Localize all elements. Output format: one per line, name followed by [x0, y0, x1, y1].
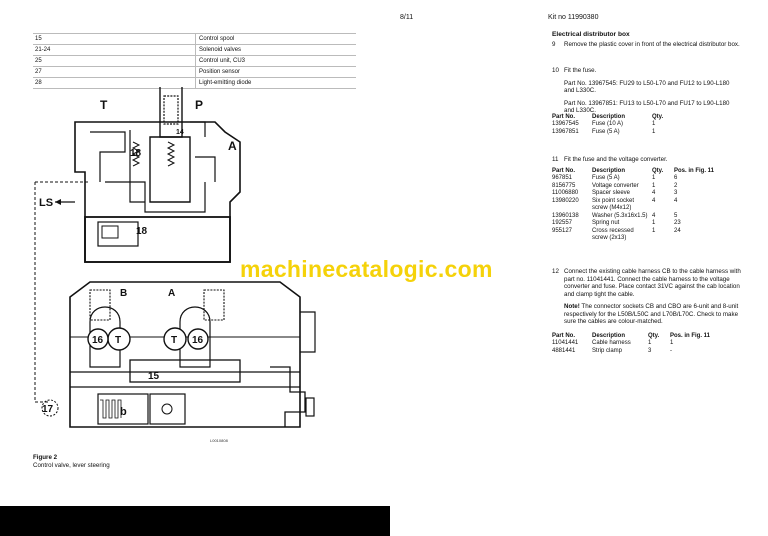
callout-18: 18 [130, 148, 142, 159]
cell: 23 [674, 220, 681, 226]
section-title: Electrical distributor box [552, 31, 630, 38]
legend-desc: Position sensor [196, 67, 357, 78]
step-9 [552, 41, 740, 49]
col-header: Part No. [552, 168, 576, 174]
footer-bar [0, 506, 390, 536]
cell: 2 [674, 182, 678, 189]
step-12 [552, 268, 742, 326]
cell: 4 [674, 197, 678, 204]
note [564, 303, 742, 326]
col-header: Description [592, 168, 626, 174]
cell: Strip clamp [592, 347, 623, 354]
cell: - [670, 347, 672, 354]
legend-num: 27 [33, 67, 196, 78]
legend-row [33, 34, 356, 45]
col-header: Qty. [652, 168, 664, 174]
cell: 13967545 [552, 121, 579, 127]
tank-t-label: T [115, 335, 122, 346]
cell: 4 [652, 197, 656, 204]
table-row [552, 198, 718, 213]
callout-b: b [120, 406, 127, 418]
step-text: Fit the fuse and the voltage converter. [564, 156, 668, 163]
cell: 5 [674, 212, 678, 219]
legend-table [33, 33, 356, 89]
legend-num: 15 [33, 34, 196, 45]
col-header: Part No. [552, 333, 576, 339]
step-paragraph: Part No. 13967545: FU29 to L50-L70 and FU12 to L90-L180 and L330C. [564, 79, 730, 94]
legend-desc: Control unit, CU3 [196, 56, 357, 67]
cell: Spring nut [592, 220, 620, 226]
col-header: Pos. in Fig. 11 [674, 168, 715, 174]
cell: 192557 [552, 220, 573, 226]
callout-17: 17 [42, 404, 54, 415]
port-p-label: P [195, 98, 204, 112]
cell: Cross recessed screw (2x13) [592, 227, 634, 241]
port-a-label-lower: A [168, 288, 176, 299]
port-t-label: T [100, 98, 108, 112]
step-number: 11 [552, 156, 559, 163]
legend-row [33, 45, 356, 56]
callout-14: 14 [176, 129, 184, 136]
step-text: Connect the existing cable harness CB to the cable harness with part no. 11041441. Connect the cable harness to the voltage converter and fuse. Place contact 31VC against the cab location and clamp tight the cable. [564, 268, 741, 298]
table-row [552, 213, 718, 221]
step-number: 9 [552, 41, 556, 48]
cell: 24 [674, 227, 681, 234]
callout-18: 18 [136, 226, 148, 237]
col-header: Pos. in Fig. 11 [670, 333, 711, 339]
legend-desc: Light-emitting diode [196, 78, 357, 89]
callout-16: 16 [92, 335, 104, 346]
cell: Washer (5.3x16x1.5) [592, 212, 648, 219]
cell: 4881441 [552, 347, 576, 354]
legend-desc: Solenoid valves [196, 45, 357, 56]
cell: 13960138 [552, 212, 579, 219]
step-number: 10 [552, 67, 559, 74]
cell: 13967851 [552, 128, 579, 135]
cell: Cable harness [592, 340, 631, 346]
col-header: Description [592, 114, 626, 120]
callout-16: 16 [192, 335, 204, 346]
ls-label: LS [39, 197, 54, 209]
cell: 13980220 [552, 197, 579, 204]
ls-arrow-icon [55, 199, 61, 205]
parts-table-1 [552, 113, 667, 136]
cell: 11041441 [552, 340, 579, 346]
col-header: Qty. [652, 114, 664, 120]
callout-15: 15 [148, 371, 160, 382]
step-number: 12 [552, 268, 559, 275]
step-11 [552, 156, 740, 164]
col-header: Description [592, 333, 626, 339]
legend-num: 25 [33, 56, 196, 67]
parts-table-3 [552, 332, 714, 355]
cell: Fuse (5 A) [592, 175, 620, 181]
table-row [552, 129, 667, 137]
cell: 11006880 [552, 190, 579, 196]
table-row [552, 190, 718, 198]
port-b-label: B [120, 288, 128, 299]
note-text: The connector sockets CB and CBO are 6-unit and 8-unit respectively for the L50B/L50C and L70B/L70C. Check to make sure the cables are colour-matched. [564, 303, 739, 325]
drawing-code: L0010808 [210, 438, 228, 443]
cell: Six point socket screw (M4x12) [592, 197, 635, 211]
cell: 1 [652, 128, 656, 135]
watermark: machinecatalogic.com [240, 256, 493, 282]
cell: 4 [652, 190, 656, 196]
step-text: Remove the plastic cover in front of the electrical distributor box. [564, 41, 740, 48]
table-row [552, 348, 714, 356]
cell: 3 [648, 347, 652, 354]
cell: 1 [652, 182, 656, 189]
note-label: Note! [564, 303, 580, 310]
kit-number: Kit no 11990380 [548, 14, 599, 21]
table-row [552, 183, 718, 191]
cell: Fuse (5 A) [592, 128, 620, 135]
cell: 1 [670, 340, 674, 346]
table-row [552, 220, 718, 228]
tank-t-label: T [171, 335, 178, 346]
col-header: Qty. [648, 333, 660, 339]
table-row [552, 228, 718, 243]
cell: 1 [652, 227, 656, 234]
legend-desc: Control spool [196, 34, 357, 45]
cell: 1 [652, 121, 656, 127]
figure-caption [33, 454, 110, 470]
cell: 8156775 [552, 182, 576, 189]
table-row [552, 175, 718, 183]
step-10 [552, 67, 740, 115]
page-number: 8/11 [400, 14, 414, 21]
cell: 967851 [552, 175, 573, 181]
legend-num: 21-24 [33, 45, 196, 56]
step-paragraph: Part No. 13967851: FU13 to L50-L70 and FU17 to L90-L180 and L330C. [564, 99, 730, 114]
cell: 1 [652, 220, 656, 226]
figure-description: Control valve, lever steering [33, 462, 110, 469]
cell: 3 [674, 190, 678, 196]
port-a-label: A [228, 139, 237, 153]
cell: Voltage converter [592, 182, 639, 189]
legend-num: 28 [33, 78, 196, 89]
parts-table-2 [552, 167, 718, 243]
cell: 4 [652, 212, 656, 219]
cell: Fuse (10 A) [592, 121, 624, 127]
cell: 1 [652, 175, 656, 181]
legend-row [33, 67, 356, 78]
table-row [552, 340, 714, 348]
legend-row [33, 56, 356, 67]
cell: 6 [674, 175, 678, 181]
figure-title: Figure 2 [33, 454, 58, 461]
col-header: Part No. [552, 114, 576, 120]
table-row [552, 121, 667, 129]
cell: 955127 [552, 227, 573, 234]
step-text: Fit the fuse. [564, 67, 597, 74]
cell: Spacer sleeve [592, 190, 631, 196]
cell: 1 [648, 340, 652, 346]
